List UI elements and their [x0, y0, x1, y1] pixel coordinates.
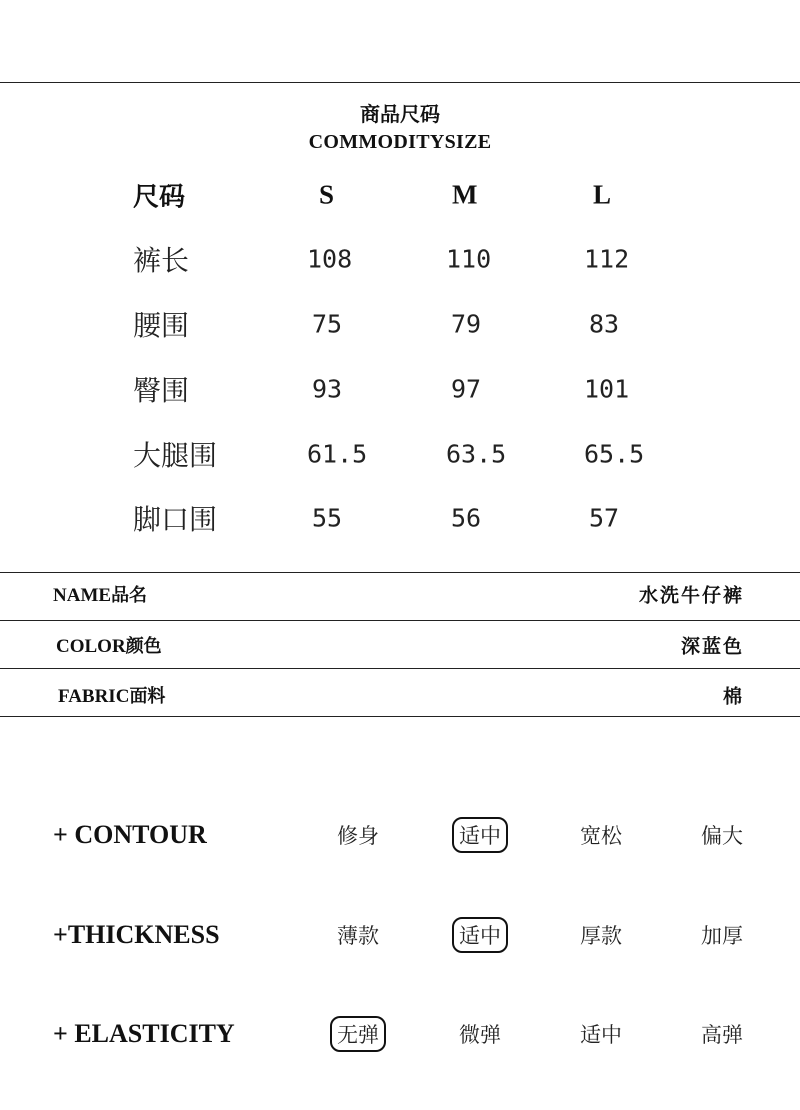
title-cn: 商品尺码 — [360, 102, 440, 126]
size-header-label: 尺码 — [133, 182, 186, 213]
info-label-cn: 品名 — [111, 585, 148, 606]
divider — [0, 620, 800, 621]
size-cell: 56 — [451, 503, 482, 533]
size-cell: 97 — [451, 374, 482, 404]
divider — [0, 668, 800, 669]
attribute-label: + ELASTICITY — [53, 1019, 235, 1048]
attribute-option: 厚款 — [580, 924, 622, 948]
size-cell: 75 — [312, 309, 343, 339]
size-cell: 65.5 — [584, 439, 645, 469]
size-cell: 112 — [584, 244, 630, 274]
title-en: COMMODITYSIZE — [308, 131, 492, 153]
info-label-cn: 面料 — [129, 686, 166, 707]
attribute-option: 微弹 — [459, 1023, 501, 1047]
size-cell: 61.5 — [307, 439, 368, 469]
info-label-en: FABRIC — [58, 686, 130, 707]
size-cell: 55 — [312, 503, 343, 533]
attribute-option: 偏大 — [701, 824, 743, 848]
attribute-option-selected: 适中 — [452, 817, 508, 853]
size-row-label: 裤长 — [133, 244, 190, 277]
size-cell: 110 — [446, 244, 492, 274]
attribute-label: +THICKNESS — [53, 920, 220, 949]
size-header-m: M — [452, 179, 478, 210]
attribute-option: 高弹 — [701, 1023, 743, 1047]
size-cell: 57 — [589, 503, 620, 533]
attribute-label: + CONTOUR — [53, 820, 207, 849]
info-label — [53, 581, 147, 607]
size-cell: 108 — [307, 244, 353, 274]
attribute-option-selected: 无弹 — [330, 1016, 386, 1052]
divider — [0, 572, 800, 573]
attribute-option: 薄款 — [337, 924, 379, 948]
info-value: 深蓝色 — [680, 635, 744, 658]
size-cell: 101 — [584, 374, 630, 404]
size-cell: 79 — [451, 309, 482, 339]
info-label-en: COLOR — [56, 636, 126, 657]
size-row-label: 腰围 — [133, 309, 190, 342]
attribute-option: 宽松 — [580, 824, 622, 848]
size-header-l: L — [593, 179, 612, 210]
size-row-label: 臀围 — [133, 374, 190, 407]
attribute-option: 加厚 — [701, 924, 743, 948]
size-header-s: S — [319, 179, 335, 210]
size-cell: 93 — [312, 374, 343, 404]
info-label — [58, 682, 165, 708]
info-label — [56, 632, 162, 658]
attribute-option: 修身 — [337, 824, 379, 848]
attribute-option: 适中 — [580, 1023, 622, 1047]
divider — [0, 716, 800, 717]
info-label-en: NAME — [53, 585, 112, 606]
info-value: 棉 — [722, 685, 744, 708]
attribute-option-selected: 适中 — [452, 917, 508, 953]
size-cell: 83 — [589, 309, 620, 339]
size-row-label: 脚口围 — [133, 503, 218, 536]
info-value: 水洗牛仔裤 — [638, 584, 744, 607]
divider-top — [0, 82, 800, 83]
size-cell: 63.5 — [446, 439, 507, 469]
info-label-cn: 颜色 — [125, 636, 162, 657]
size-row-label: 大腿围 — [133, 439, 218, 472]
